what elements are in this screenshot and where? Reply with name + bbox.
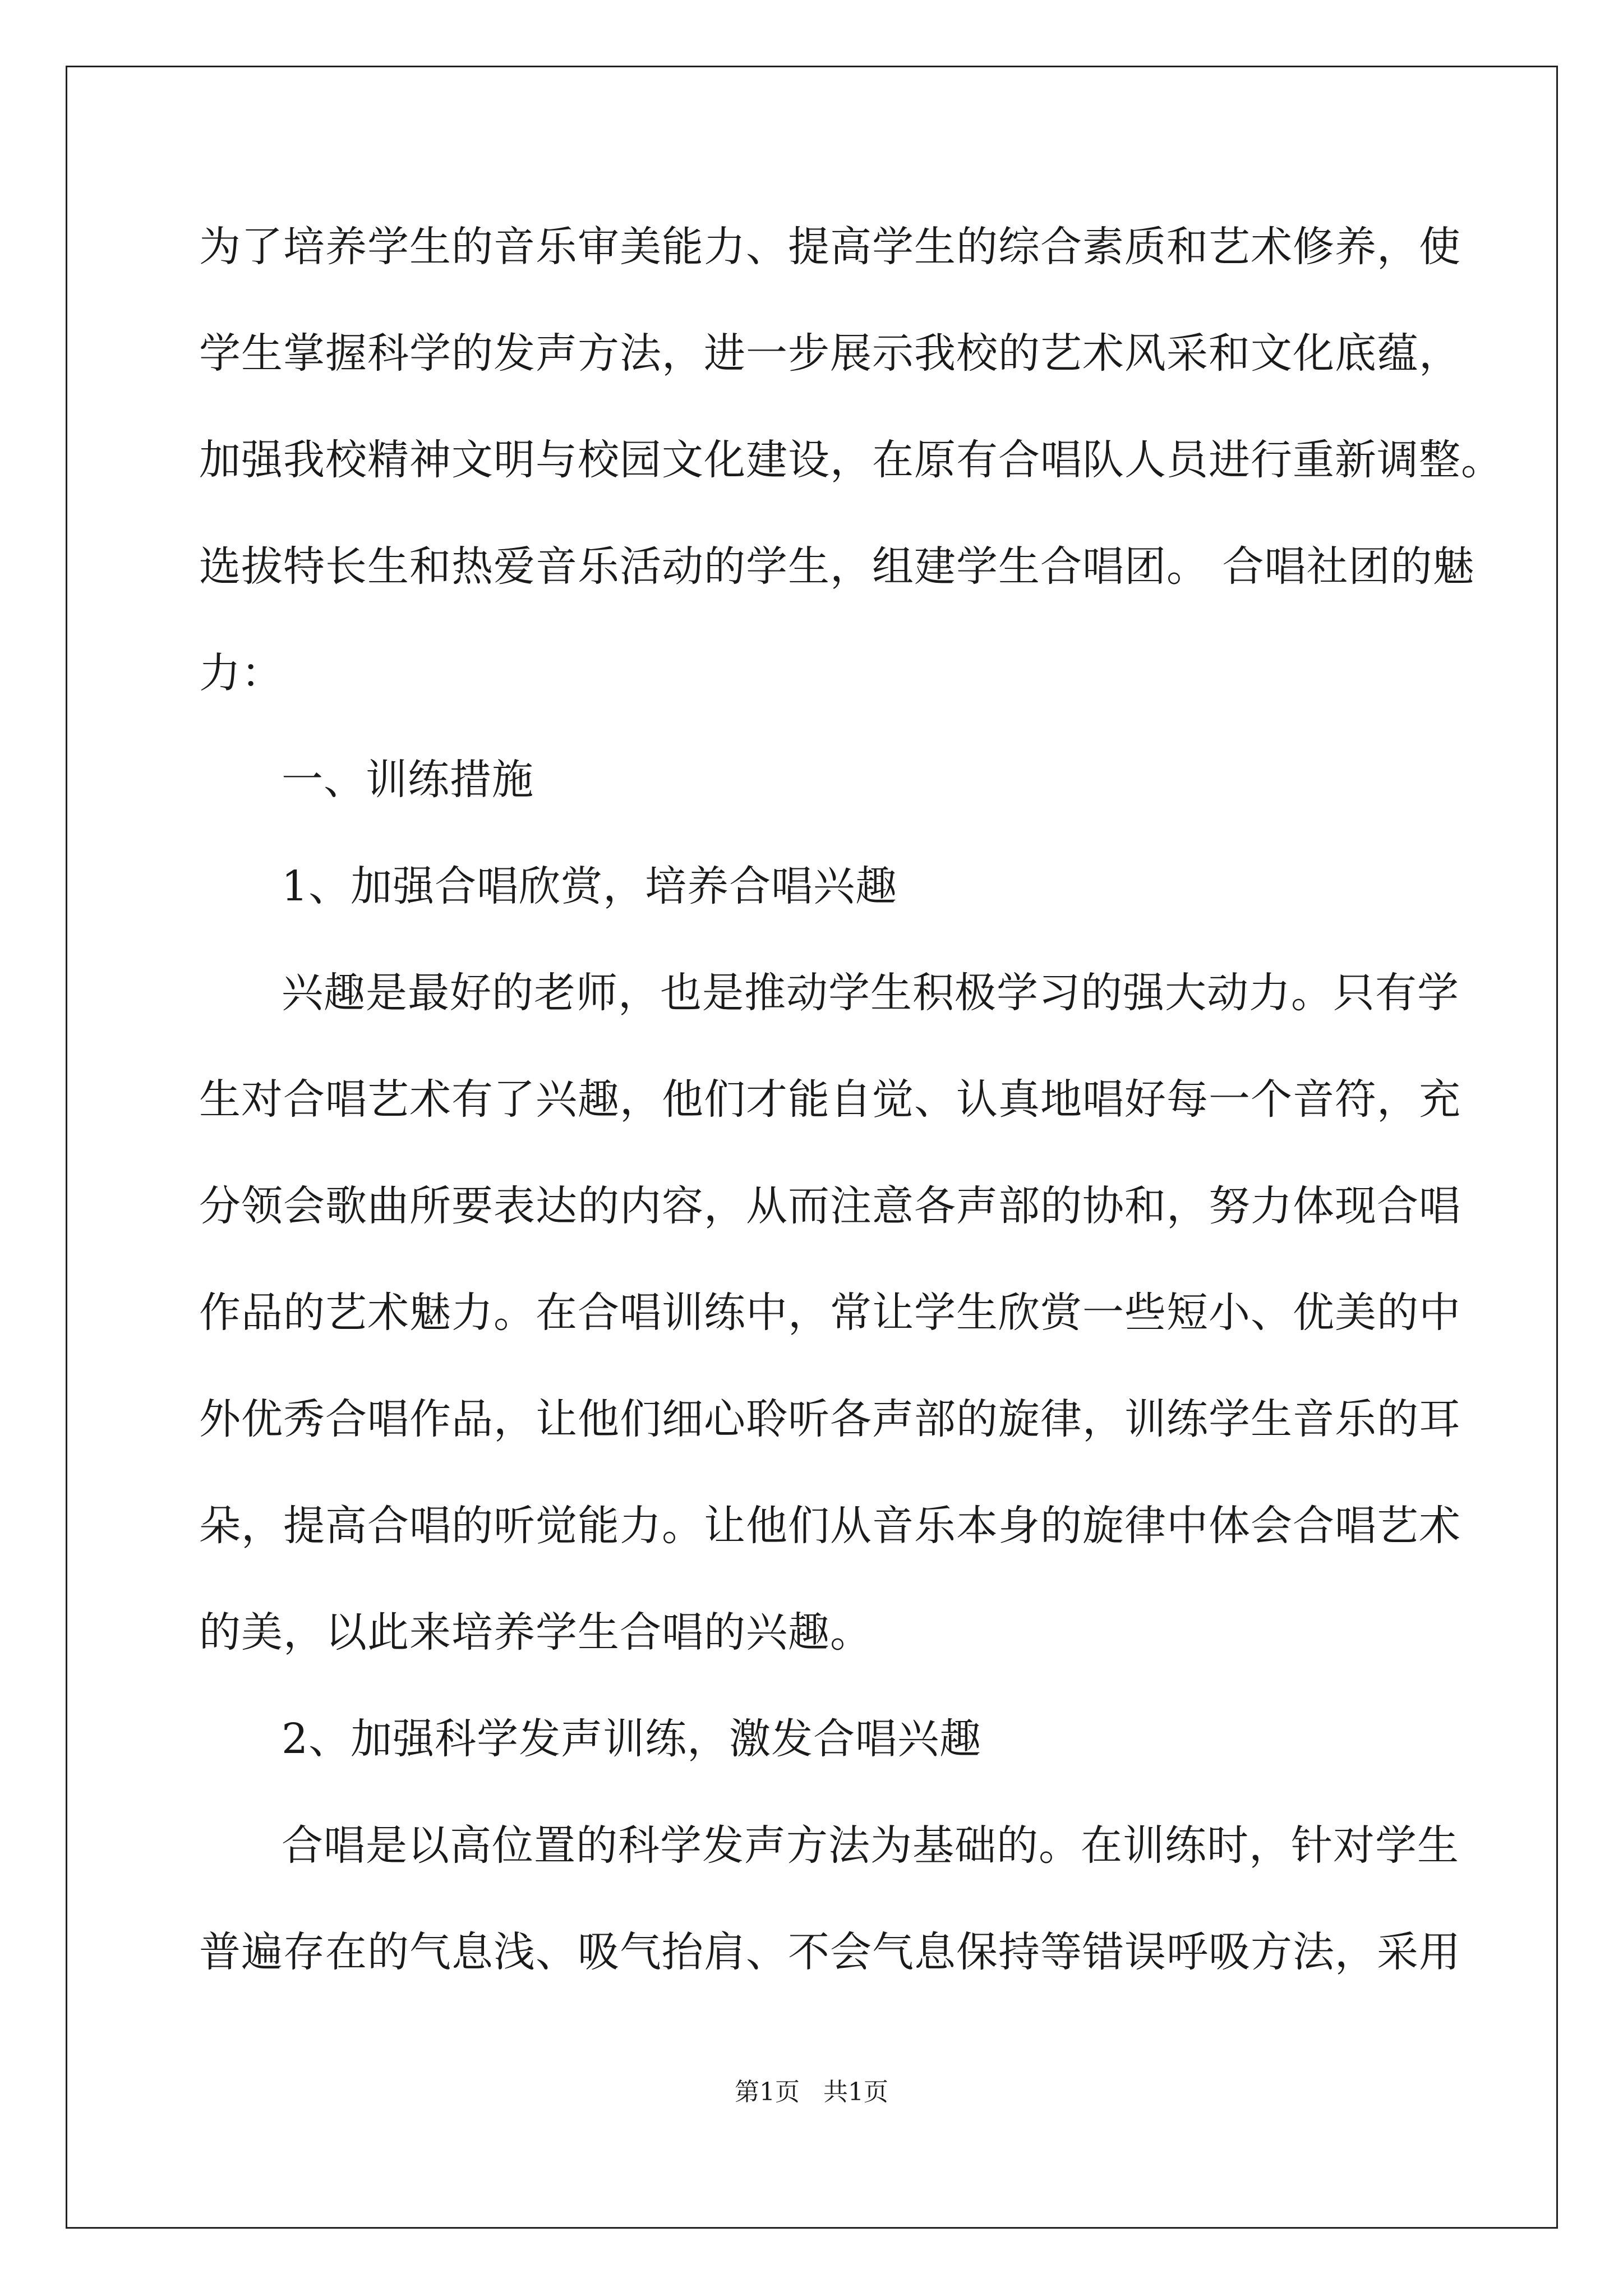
body-line: 外优秀合唱作品，让他们细心聆听各声部的旋律，训练学生音乐的耳: [199, 1395, 1461, 1443]
body-line: 普遍存在的气息浅、吸气抬肩、不会气息保持等错误呼吸方法，采用: [199, 1928, 1461, 1976]
body-line: 生对合唱艺术有了兴趣，他们才能自觉、认真地唱好每一个音符，充: [199, 1075, 1461, 1124]
body-line: 学生掌握科学的发声方法，进一步展示我校的艺术风采和文化底蕴，: [199, 329, 1461, 378]
body-line: 加强我校精神文明与校园文化建设，在原有合唱队人员进行重新调整。: [199, 436, 1503, 484]
subsection-heading: 1、加强合唱欣赏，培养合唱兴趣: [282, 862, 898, 910]
body-line: 力：: [199, 649, 283, 697]
body-line: 朵，提高合唱的听觉能力。让他们从音乐本身的旋律中体会合唱艺术: [199, 1502, 1461, 1550]
body-line: 为了培养学生的音乐审美能力、提高学生的综合素质和艺术修养，使: [199, 223, 1461, 271]
body-line: 选拔特长生和热爱音乐活动的学生，组建学生合唱团。 合唱社团的魅: [199, 542, 1475, 591]
page-number-footer: 第1页 共1页: [735, 2078, 888, 2106]
body-line: 兴趣是最好的老师，也是推动学生积极学习的强大动力。只有学: [282, 969, 1459, 1017]
body-line: 作品的艺术魅力。在合唱训练中，常让学生欣赏一些短小、优美的中: [199, 1289, 1461, 1337]
section-heading: 一、训练措施: [282, 756, 534, 804]
body-line: 的美，以此来培养学生合唱的兴趣。: [199, 1608, 872, 1657]
body-line: 分领会歌曲所要表达的内容，从而注意各声部的协和，努力体现合唱: [199, 1182, 1461, 1230]
body-line: 合唱是以高位置的科学发声方法为基础的。在训练时，针对学生: [282, 1821, 1459, 1870]
subsection-heading: 2、加强科学发声训练，激发合唱兴趣: [282, 1715, 982, 1763]
page-border: [66, 66, 1558, 2229]
